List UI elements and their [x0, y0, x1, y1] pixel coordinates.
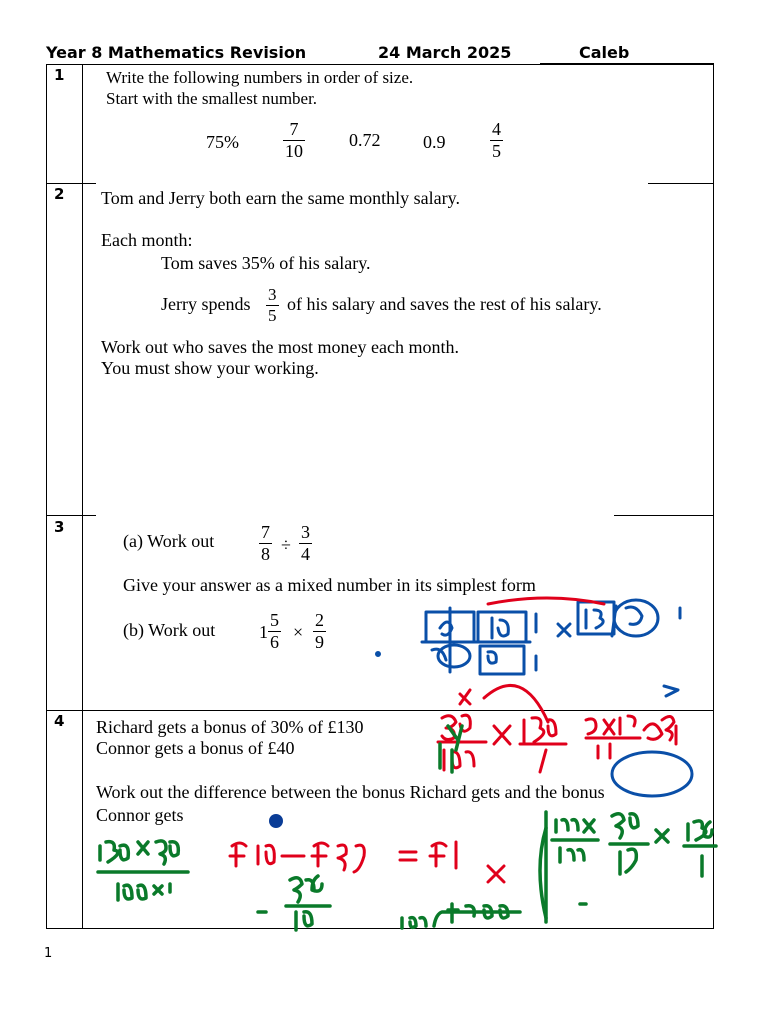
- q4-line-2: Connor gets a bonus of £40: [96, 738, 295, 758]
- q3a-denominator-2: 4: [301, 543, 310, 564]
- q2-line-1: Tom and Jerry both earn the same monthly salary.: [101, 188, 460, 208]
- blue-dot: [269, 814, 283, 828]
- q1-fraction-numerator: 4: [492, 119, 501, 139]
- question-number-2: 2: [54, 185, 65, 203]
- q2-line-4-end: of his salary and saves the rest of his salary.: [287, 294, 602, 314]
- q3a-numerator-1: 7: [261, 522, 270, 542]
- q4-line-4: Connor gets: [96, 805, 184, 825]
- q4-line-1: Richard gets a bonus of 30% of £130: [96, 717, 364, 737]
- q3b-whole-number: 1: [259, 622, 268, 642]
- q3a-numerator-2: 3: [301, 522, 310, 542]
- q2-line-6: You must show your working.: [101, 358, 319, 378]
- q1-fraction-denominator: 5: [492, 140, 501, 161]
- question-number-3: 3: [54, 518, 65, 536]
- q1-fraction-numerator: 7: [289, 119, 299, 139]
- worksheet-date: 24 March 2025: [378, 43, 512, 62]
- q3a-denominator-1: 8: [261, 543, 270, 564]
- q3b-denominator-1: 6: [270, 631, 279, 652]
- q2-line-4-start: Jerry spends: [161, 294, 251, 314]
- q3a-divide-sign: ÷: [281, 535, 291, 555]
- q3b-denominator-2: 9: [315, 631, 324, 652]
- q3-instruction: Give your answer as a mixed number in its simplest form: [123, 575, 536, 595]
- q2-fraction-denominator: 5: [268, 305, 277, 325]
- q1-value-percent: 75%: [206, 132, 239, 152]
- q4-line-3: Work out the difference between the bonus Richard gets and the bonus: [96, 782, 605, 802]
- q3b-numerator-2: 2: [315, 610, 324, 630]
- green-working: [98, 726, 716, 930]
- worksheet-title: Year 8 Mathematics Revision: [46, 43, 307, 62]
- q3b-multiply-sign: ×: [293, 622, 304, 642]
- q3b-numerator-1: 5: [270, 610, 279, 630]
- q1-fraction-denominator: 10: [285, 140, 303, 161]
- q2-line-2: Each month:: [101, 230, 193, 250]
- question-number-4: 4: [54, 712, 65, 730]
- q2-line-3: Tom saves 35% of his salary.: [161, 253, 371, 273]
- page-number: 1: [44, 946, 53, 961]
- q3b-label: (b) Work out: [123, 620, 216, 640]
- q1-value-decimal-2: 0.9: [423, 132, 446, 152]
- q1-value-decimal-1: 0.72: [349, 130, 381, 150]
- q3a-label: (a) Work out: [123, 531, 215, 551]
- q1-instruction-line-2: Start with the smallest number.: [106, 89, 318, 108]
- q2-line-5: Work out who saves the most money each month.: [101, 337, 459, 357]
- q2-fraction-numerator: 3: [268, 285, 277, 304]
- question-number-1: 1: [54, 66, 65, 84]
- student-name: Caleb: [579, 43, 630, 62]
- q1-instruction-line-1: Write the following numbers in order of size.: [106, 68, 414, 87]
